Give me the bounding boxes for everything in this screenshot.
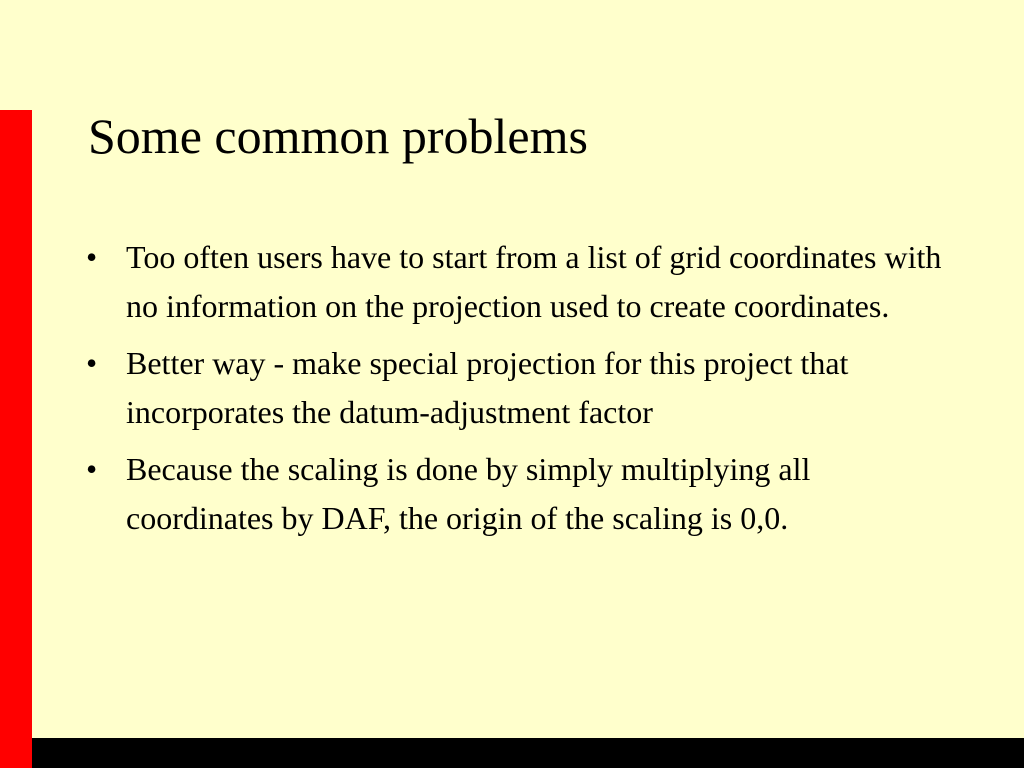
bullet-marker: • — [86, 239, 98, 275]
slide-title: Some common problems — [88, 108, 588, 164]
bullet-text: Better way - make special projection for this project that incorporates the datum-adjustment factor — [126, 345, 849, 430]
left-accent-bar — [0, 110, 32, 768]
bullet-item — [84, 339, 964, 437]
bullet-list — [84, 233, 964, 551]
bullet-text: Because the scaling is done by simply multiplying all coordinates by DAF, the origin of the scaling is 0,0. — [126, 451, 811, 536]
bullet-item — [84, 233, 964, 331]
bullet-text: Too often users have to start from a list of grid coordinates with no information on the projection used to create coordinates. — [126, 239, 942, 324]
bullet-marker: • — [86, 451, 98, 487]
bullet-marker: • — [86, 345, 98, 381]
bottom-footer-bar — [32, 738, 1024, 768]
bullet-item — [84, 445, 964, 543]
